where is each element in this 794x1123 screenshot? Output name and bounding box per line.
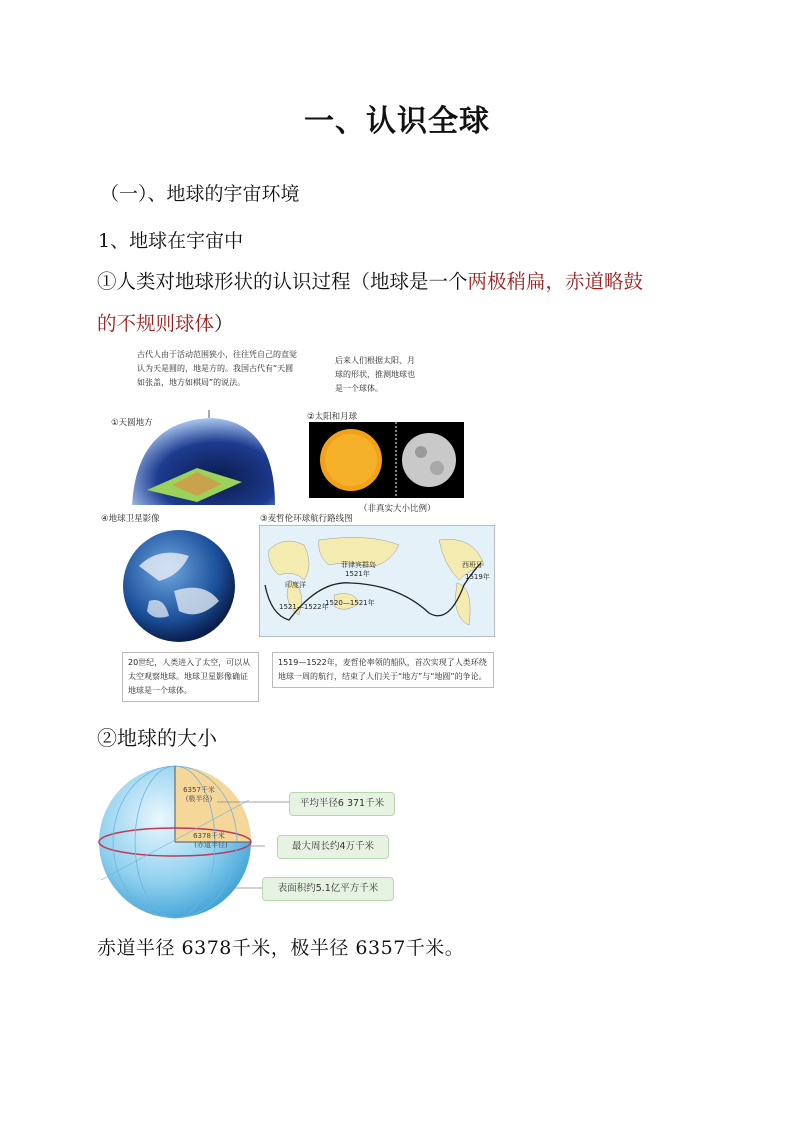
caption-magellan: 1519—1522年，麦哲伦率领的船队，首次实现了人类环绕地球一周的航行，结束了人们关于“地方”与“地圆”的争论。 [272,652,494,688]
circumference-box: 最大周长约4万千米 [277,835,389,859]
radius-summary: 赤道半径 6378千米，极半径 6357千米。 [97,937,465,959]
page-title: 一、认识全球 [304,104,490,139]
point1-line2 [97,308,234,336]
map-years-b: 1521年 [345,570,370,578]
map-ocean: 印度洋 [285,581,306,589]
surface-area-box: 表面积约5.1亿平方千米 [262,877,394,901]
sun-moon-photo [309,422,464,498]
label-sun-moon: ②太阳和月球 [307,412,358,422]
map-years-a: 1519年 [465,573,490,581]
point2-heading: ②地球的大小 [97,726,217,750]
map-place-2: 西班牙 [462,561,483,569]
point1-suffix: ） [214,312,234,335]
label-tianyuan: ①天圆地方 [111,418,153,428]
caption-20th-century: 20世纪，人类进入了太空，可以从太空观察地球。地球卫星影像确证地球是一个球体。 [122,652,259,702]
polar-radius-label: (极半径) [185,795,213,803]
earth-satellite-image [119,526,239,646]
earth-shape-figure [97,340,517,708]
point1-prefix: ①人类对地球形状的认识过程（地球是一个 [97,270,468,293]
point1-line1 [97,266,643,294]
point1-highlight-b: 的不规则球体 [97,312,215,335]
map-place: 菲律宾群岛 [341,561,376,569]
caption-ancient: 古代人由于活动范围狭小，往往凭自己的直觉认为天是圆的，地是方的。我国古代有“天圆如张盖，地方如棋局”的说法。 [137,350,297,387]
subsection-heading: 1、地球在宇宙中 [98,230,244,252]
equatorial-radius-label: (赤道半径) [194,841,228,849]
mean-radius-box: 平均半径6 371千米 [289,792,395,816]
map-years-c: 1520—1521年 [325,599,375,607]
label-magellan: ③麦哲伦环球航行路线图 [260,514,353,524]
polar-radius-value: 6357千米 [183,786,215,794]
equatorial-radius-value: 6378千米 [193,832,225,840]
caption-sun-moon: 后来人们根据太阳、月球的形状，推测地球也是一个球体。 [335,356,415,393]
label-satellite: ④地球卫星影像 [101,514,160,524]
section-heading: （一）、地球的宇宙环境 [100,183,300,205]
point1-highlight-a: 两极稍扁，赤道略鼓 [467,270,644,293]
map-years-d: 1521—1522年 [279,603,329,611]
earth-size-figure [97,760,397,920]
scale-note: （非真实大小比例） [359,504,436,514]
dome-illustration [127,410,277,510]
